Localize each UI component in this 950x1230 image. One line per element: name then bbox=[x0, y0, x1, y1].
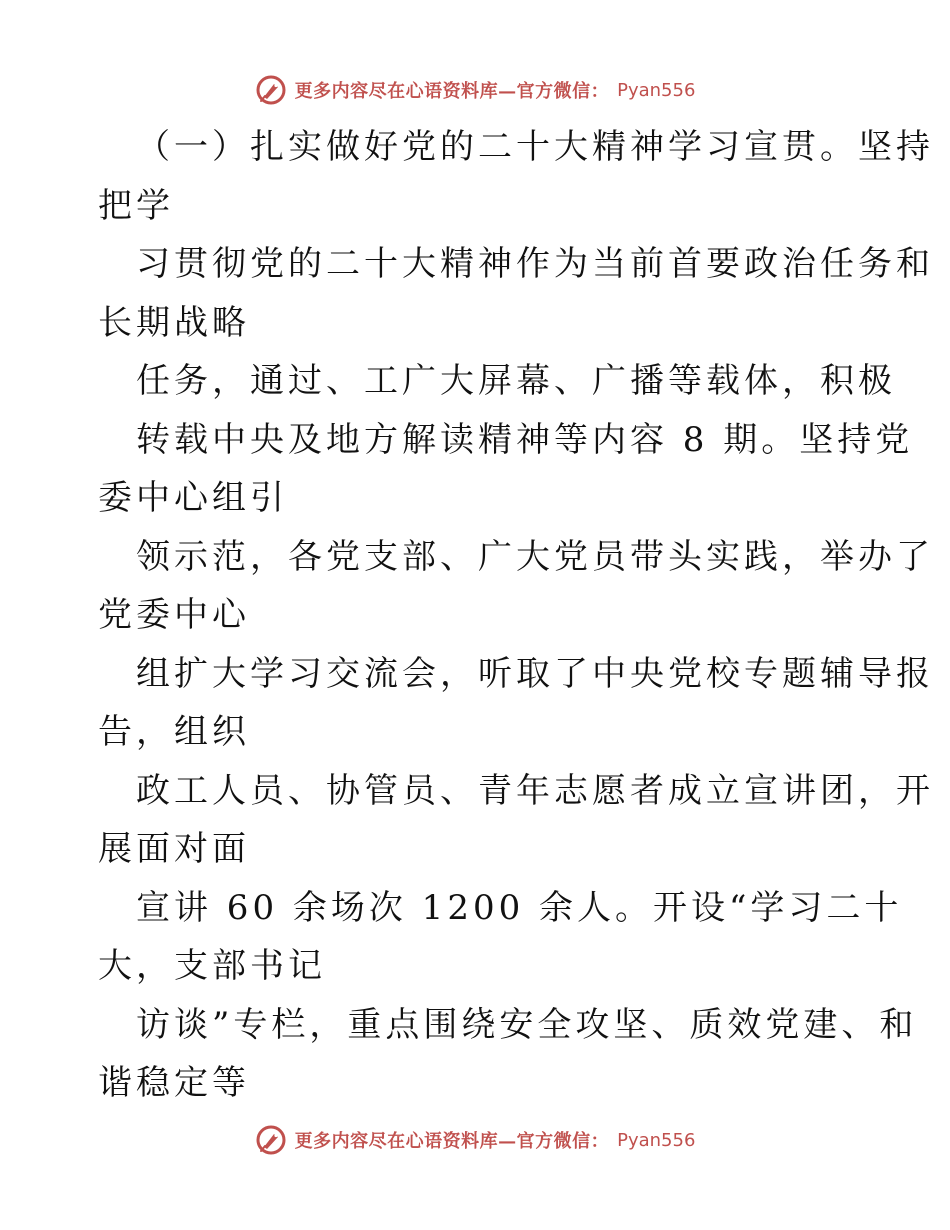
text-line: 把学 bbox=[98, 185, 174, 226]
text-line: 访谈”专栏，重点围绕安全攻坚、质效党建、和 bbox=[136, 1004, 918, 1045]
text-line: 领示范，各党支部、广大党员带头实践，举办了 bbox=[136, 536, 934, 577]
text-line: 委中心组引 bbox=[98, 478, 288, 518]
text-line: 告，组织 bbox=[98, 712, 250, 752]
watermark-wechat-id: Pyan556 bbox=[617, 1129, 696, 1151]
document-body bbox=[98, 118, 934, 1113]
text-line: 谐稳定等 bbox=[98, 1063, 250, 1103]
pen-nib-logo-icon bbox=[255, 1124, 287, 1156]
text-line: 政工人员、协管员、青年志愿者成立宣讲团，开 bbox=[136, 770, 934, 811]
watermark-wechat-id: Pyan556 bbox=[617, 79, 696, 101]
text-line: 展面对面 bbox=[98, 829, 250, 869]
text-line: 任务，通过、工广大屏幕、广播等载体，积极 bbox=[136, 361, 896, 401]
pen-nib-logo-icon bbox=[255, 74, 287, 106]
text-line: 党委中心 bbox=[98, 595, 250, 635]
watermark-text: 更多内容尽在心语资料库—官方微信： bbox=[294, 1131, 610, 1152]
text-line: 组扩大学习交流会，听取了中央党校专题辅导报 bbox=[136, 653, 934, 694]
text-line: 转载中央及地方解读精神等内容 8 期。坚持党 bbox=[136, 419, 914, 460]
text-line: 长期战略 bbox=[98, 302, 250, 343]
header-watermark bbox=[0, 72, 950, 108]
text-line: 宣讲 60 余场次 1200 余人。开设“学习二十 bbox=[136, 887, 903, 928]
text-line: （一）扎实做好党的二十大精神学习宣贯。坚持 bbox=[136, 127, 934, 167]
watermark-text: 更多内容尽在心语资料库—官方微信： bbox=[294, 81, 610, 102]
text-line: 大，支部书记 bbox=[98, 946, 326, 986]
footer-watermark bbox=[0, 1122, 950, 1158]
text-line: 习贯彻党的二十大精神作为当前首要政治任务和 bbox=[136, 244, 934, 284]
